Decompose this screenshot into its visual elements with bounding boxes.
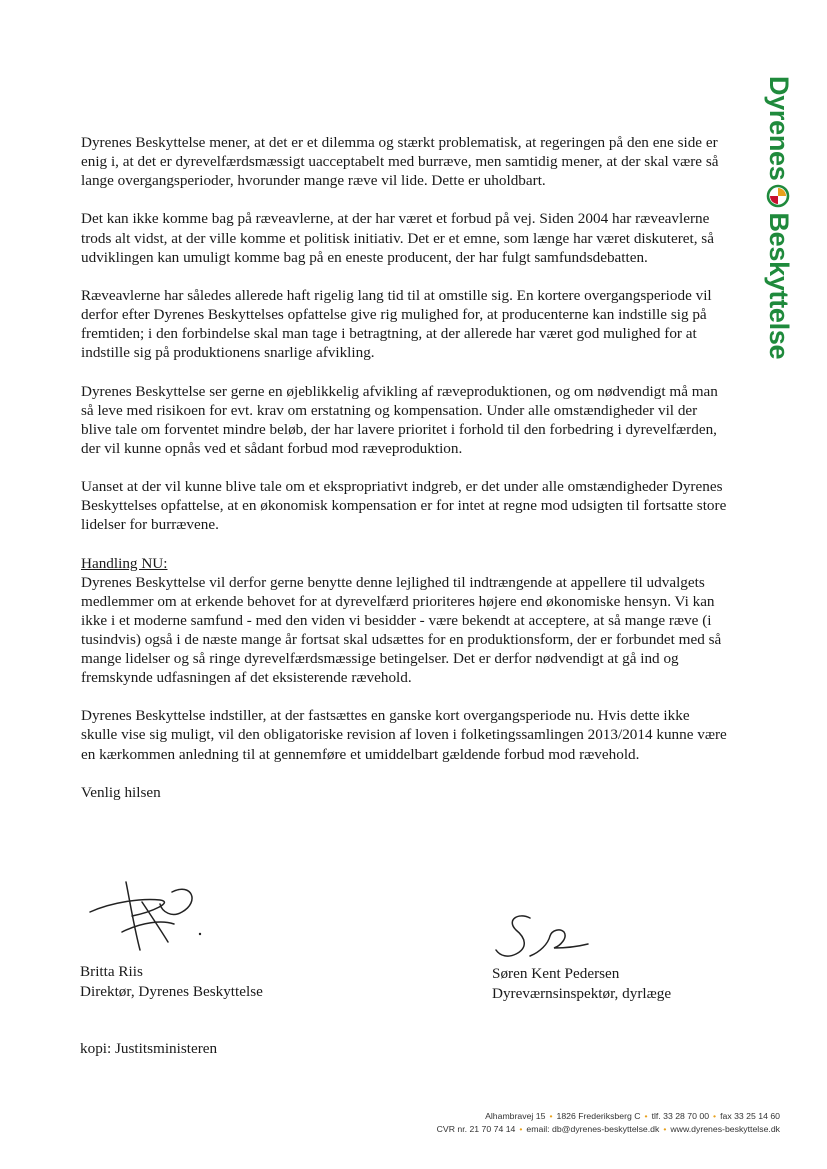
closing-paragraph: Dyrenes Beskyttelse indstiller, at der fastsættes en ganske kort overgangsperiode nu. Hvis dette ikke skulle vise sig muligt, vil den obligatoriske revision af loven i folketingssamlingen 2013/2014 kunne være en kærkommen anledning til at gennemføre et umiddelbart gældende forbud mod rævehold.	[81, 707, 727, 763]
footer-separator-icon: •	[519, 1124, 523, 1134]
logo-wordmark	[763, 76, 794, 359]
salutation: Venlig hilsen	[81, 783, 161, 801]
signatory-1-title: Direktør, Dyrenes Beskyttelse	[80, 983, 263, 1000]
paragraph-3: Ræveavlerne har således allerede haft rigelig lang tid til at omstille sig. En kortere overgangsperiode vil derfor efter Dyrenes Beskyttelses opfattelse give rig mulighed for, at producenterne kan indstille sig på fremtiden; i den forbindelse skal man tage i betragtning, at der allerede har været god mulighed for at indstille sig på produktionens snarlige afvikling.	[81, 286, 712, 362]
logo	[752, 76, 794, 366]
handling-section	[81, 554, 729, 688]
signatory-1-name: Britta Riis	[80, 963, 143, 980]
footer-fax: fax 33 25 14 60	[720, 1111, 780, 1121]
footer-separator-icon: •	[663, 1124, 667, 1134]
handwritten-signature-1	[82, 872, 212, 957]
footer-cvr: CVR nr. 21 70 74 14	[436, 1124, 516, 1134]
signature-soren-kent-pedersen	[490, 910, 600, 965]
paragraph-2: Det kan ikke komme bag på ræveavlerne, at der har været et forbud på vej. Siden 2004 har ræveavlerne trods alt vidst, at der ville komme et politisk initiativ. Det er et emne, som længe har været diskuteret, så udviklingen kan umuligt komme bag på en eneste producent, der har fulgt samfundsdebatten.	[81, 210, 714, 266]
signatory-1	[80, 962, 263, 1002]
signatory-2-name: Søren Kent Pedersen	[492, 965, 620, 982]
logo-word-1: Dyrenes	[764, 76, 794, 181]
signature-britta-riis	[82, 872, 212, 957]
signatory-2	[492, 964, 671, 1004]
footer-web: www.dyrenes-beskyttelse.dk	[670, 1124, 780, 1134]
footer-phone: tlf. 33 28 70 00	[651, 1111, 710, 1121]
paragraph-4: Dyrenes Beskyttelse ser gerne en øjeblikkelig afvikling af ræveproduktionen, og om nødvendigt må man så leve med risikoen for evt. krav om erstatning og kompensation. Under alle omstændigheder vil der blive tale om forventet mindre beløb, der har lavere prioritet i forhold til den forbedring i dyrevelfærden, der vil kunne opnås ved et sådant forbud mod ræveproduktion.	[81, 382, 718, 457]
footer-city: 1826 Frederiksberg C	[556, 1111, 641, 1121]
letter-body	[81, 133, 729, 821]
footer-line-1	[437, 1110, 780, 1123]
paragraph-1: Dyrenes Beskyttelse mener, at det er et dilemma og stærkt problematisk, at regeringen på den ene side er enig i, at det er dyrevelfærdsmæssigt uacceptabelt med burræve, men samtidig mener, at der skal være så lange overgangsperioder, hvorunder mange ræve vil lide. Dette er uholdbart.	[81, 134, 719, 190]
paragraph-5: Uanset at der vil kunne blive tale om et ekspropriativt indgreb, er det under alle omstændigheder Dyrenes Beskyttelses opfattelse, at en økonomisk kompensation er for intet at regne mod udsigten til fortsatte store lidelser for burrævene.	[81, 478, 727, 534]
footer-separator-icon: •	[644, 1111, 648, 1121]
logo-word-2: Beskyttelse	[764, 212, 794, 360]
footer-separator-icon: •	[549, 1111, 553, 1121]
footer-separator-icon: •	[713, 1111, 717, 1121]
footer-email: email: db@dyrenes-beskyttelse.dk	[526, 1124, 660, 1134]
logo-swirl-icon	[767, 184, 791, 208]
footer-line-2	[437, 1123, 780, 1136]
footer-address: Alhambravej 15	[485, 1111, 546, 1121]
signatory-2-title: Dyreværnsinspektør, dyrlæge	[492, 985, 672, 1002]
handling-heading: Handling NU:	[81, 554, 168, 572]
copy-recipient: kopi: Justitsministeren	[80, 1040, 218, 1057]
letter-footer	[437, 1110, 780, 1136]
handwritten-signature-2	[490, 910, 600, 965]
handling-text: Dyrenes Beskyttelse vil derfor gerne benytte denne lejlighed til indtrængende at appellere til udvalgets medlemmer om at erkende behovet for at dyrevelfærd prioriteres højere end økonomiske hensyn. Vi kan ikke i et moderne samfund - med den viden vi besidder - være bekendt at acceptere, at så mange ræve (i tusindvis) også i de næste mange år fortsat skal udsættes for en produktionsform, der er forbundet med så mange lidelser og så ringe dyrevelfærdsmæssige betingelser. Det er derfor nødvendigt at gå ind og fremskynde udfasningen af det eksisterende rævehold.	[81, 573, 722, 687]
